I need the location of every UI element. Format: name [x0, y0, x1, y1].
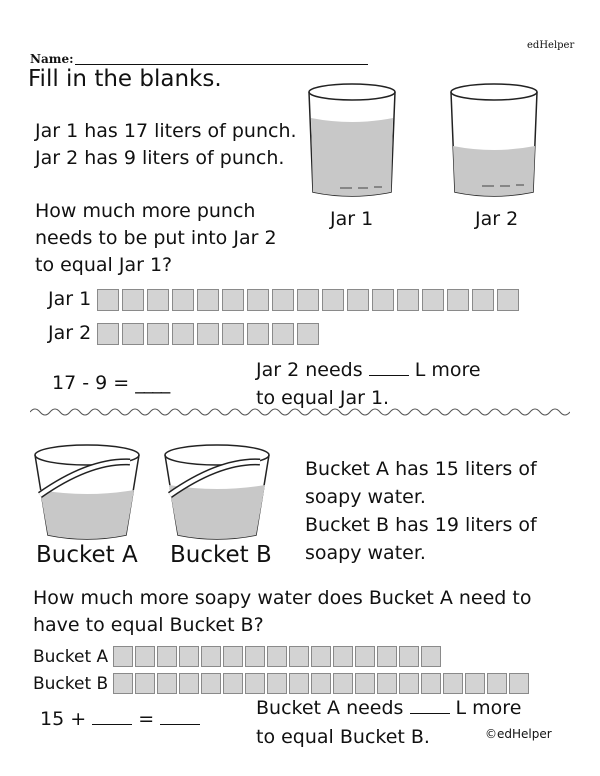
fact-line: Bucket B has 19 liters of: [305, 514, 537, 536]
count-square: [509, 673, 529, 694]
jar-2-row: [48, 322, 322, 345]
count-square: [355, 673, 375, 694]
count-square: [222, 289, 244, 311]
answer-blank[interactable]: [92, 724, 132, 725]
count-square: [147, 323, 169, 345]
count-square: [421, 646, 441, 667]
count-square: [247, 323, 269, 345]
count-square: [223, 646, 243, 667]
name-field[interactable]: [75, 64, 368, 65]
fact-line: Jar 2 has 9 liters of punch.: [35, 147, 285, 169]
square-group: [97, 288, 522, 310]
count-square: [97, 323, 119, 345]
count-square: [172, 323, 194, 345]
count-square: [272, 289, 294, 311]
count-square: [297, 323, 319, 345]
row-label: Jar 2: [48, 322, 92, 344]
count-square: [333, 646, 353, 667]
count-square: [472, 289, 494, 311]
equation-text: 17 - 9 =: [52, 372, 130, 394]
equation-text: =: [138, 708, 155, 730]
count-square: [289, 646, 309, 667]
bucket-answer-sentence: [256, 694, 521, 752]
question-line: How much more punch: [35, 200, 256, 222]
jar-facts: [35, 118, 297, 172]
count-square: [222, 323, 244, 345]
count-square: [135, 673, 155, 694]
count-square: [487, 673, 507, 694]
count-square: [113, 646, 133, 667]
bucket-facts: [305, 455, 537, 567]
count-square: [372, 289, 394, 311]
count-square: [172, 289, 194, 311]
count-square: [322, 289, 344, 311]
count-square: [267, 646, 287, 667]
answer-blank[interactable]: ____: [135, 372, 170, 394]
jar-2-image: [451, 84, 537, 196]
fact-line: soapy water.: [305, 486, 426, 508]
jar-1-row: [48, 288, 522, 311]
count-square: [497, 289, 519, 311]
buckets-illustration: [30, 440, 290, 545]
answer-blank[interactable]: [369, 375, 409, 376]
count-square: [197, 323, 219, 345]
jars-illustration: [300, 80, 550, 205]
count-square: [399, 646, 419, 667]
count-square: [201, 673, 221, 694]
count-square: [97, 289, 119, 311]
count-square: [377, 646, 397, 667]
count-square: [443, 673, 463, 694]
count-square: [297, 289, 319, 311]
count-square: [179, 646, 199, 667]
jar-1-label: Jar 1: [330, 208, 374, 230]
sentence-text: to equal Bucket B.: [256, 726, 430, 748]
count-square: [289, 673, 309, 694]
count-square: [421, 673, 441, 694]
jar-1-image: [309, 84, 395, 196]
count-square: [157, 646, 177, 667]
count-square: [147, 289, 169, 311]
bucket-equation: [40, 708, 200, 730]
count-square: [465, 673, 485, 694]
bucket-b-image: [165, 445, 269, 539]
count-square: [122, 289, 144, 311]
fact-line: Jar 1 has 17 liters of punch.: [35, 120, 297, 142]
jar-answer-sentence: [256, 356, 481, 412]
question-line: needs to be put into Jar 2: [35, 227, 277, 249]
count-square: [377, 673, 397, 694]
count-square: [201, 646, 221, 667]
equation-text: 15 +: [40, 708, 87, 730]
square-group: [97, 322, 322, 344]
count-square: [245, 646, 265, 667]
count-square: [422, 289, 444, 311]
sentence-text: L more: [455, 697, 522, 719]
count-square: [311, 646, 331, 667]
bucket-a-label: Bucket A: [36, 542, 138, 568]
count-square: [311, 673, 331, 694]
brand-text: edHelper: [527, 40, 575, 51]
name-label: Name:: [30, 52, 74, 66]
jar-question: [35, 198, 277, 279]
question-line: to equal Jar 1?: [35, 254, 173, 276]
square-group: [113, 647, 443, 667]
question-line: How much more soapy water does Bucket A need to: [33, 587, 532, 609]
answer-blank[interactable]: [160, 724, 200, 725]
bucket-question: [33, 585, 531, 639]
sentence-text: Jar 2 needs: [256, 359, 363, 381]
count-square: [247, 289, 269, 311]
count-square: [197, 289, 219, 311]
sentence-text: Bucket A needs: [256, 697, 404, 719]
fact-line: soapy water.: [305, 542, 426, 564]
row-label: Jar 1: [48, 288, 92, 310]
copyright-text: ©edHelper: [485, 727, 552, 741]
fact-line: Bucket A has 15 liters of: [305, 458, 537, 480]
count-square: [179, 673, 199, 694]
question-line: have to equal Bucket B?: [33, 614, 264, 636]
answer-blank[interactable]: [410, 713, 450, 714]
count-square: [245, 673, 265, 694]
sentence-text: L more: [414, 359, 481, 381]
count-square: [267, 673, 287, 694]
count-square: [113, 673, 133, 694]
decorative-divider: [30, 406, 570, 418]
jar-equation: [52, 372, 169, 394]
count-square: [355, 646, 375, 667]
row-label: Bucket B: [33, 673, 109, 694]
bucket-b-row: [33, 673, 531, 694]
count-square: [122, 323, 144, 345]
bucket-a-image: [35, 445, 139, 539]
count-square: [399, 673, 419, 694]
count-square: [347, 289, 369, 311]
page-title: Fill in the blanks.: [28, 66, 222, 92]
count-square: [135, 646, 155, 667]
count-square: [157, 673, 177, 694]
count-square: [272, 323, 294, 345]
bucket-b-label: Bucket B: [170, 542, 272, 568]
count-square: [447, 289, 469, 311]
square-group: [113, 674, 531, 694]
bucket-a-row: [33, 646, 443, 667]
count-square: [223, 673, 243, 694]
count-square: [333, 673, 353, 694]
row-label: Bucket A: [33, 646, 109, 667]
jar-2-label: Jar 2: [475, 208, 519, 230]
sentence-text: to equal Jar 1.: [256, 387, 390, 409]
count-square: [397, 289, 419, 311]
